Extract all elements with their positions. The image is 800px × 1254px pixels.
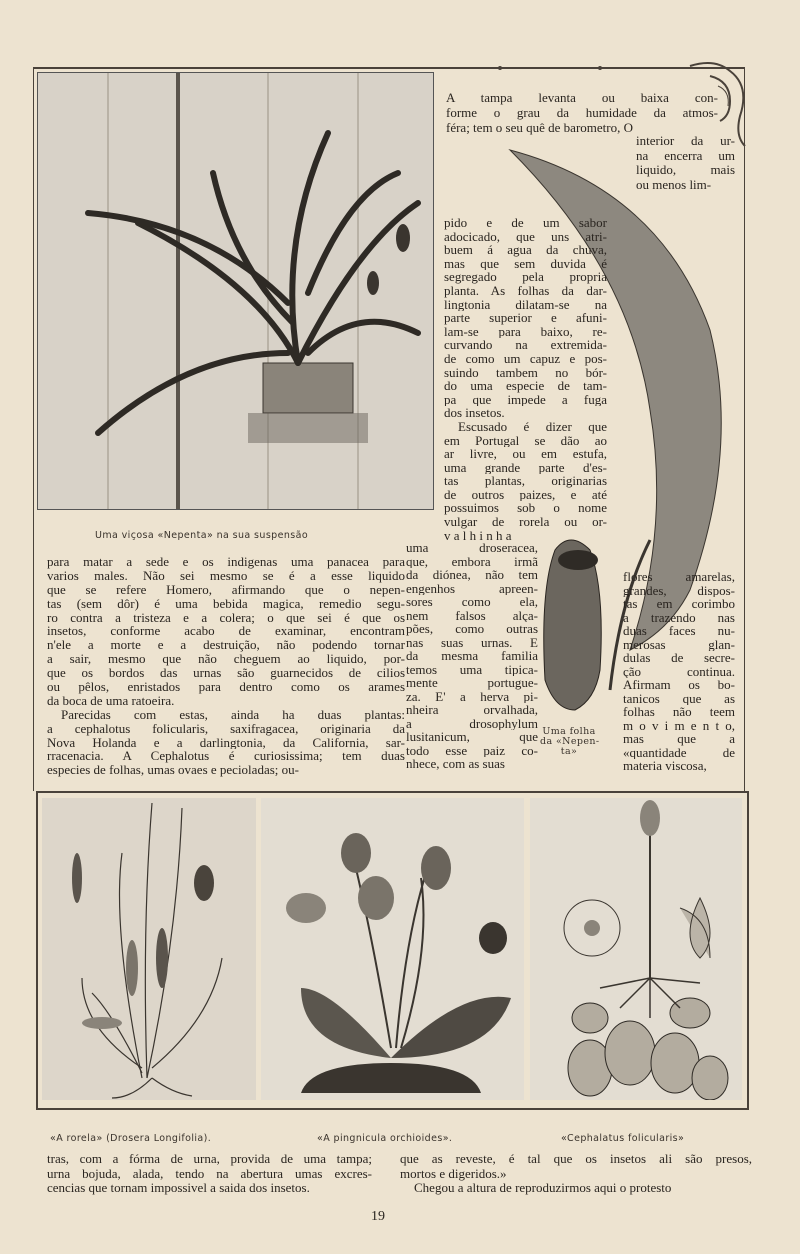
text-line: a trazendo nas bbox=[623, 610, 735, 624]
text-line: mortos e digeridos.» bbox=[400, 1166, 507, 1181]
cephalotus-figure bbox=[530, 798, 742, 1100]
text-line: tas plantas, originarias bbox=[444, 474, 607, 488]
cephalotus-caption: «Cephalatus folicularis» bbox=[561, 1133, 685, 1144]
text-line: suindo tambem no bór- bbox=[444, 365, 607, 380]
text-line: mente portugue- bbox=[406, 676, 538, 690]
text-line: tas (sem dôr) é uma bebida magica, remedio segu- bbox=[47, 596, 405, 611]
text-line: a sair, mesmo que não cheguem ao liquido, por- bbox=[47, 652, 405, 667]
text-line: pido e de um sabor bbox=[444, 216, 607, 230]
text-line: v a l h i n h a bbox=[444, 528, 512, 543]
text-line: tas em corimbo bbox=[623, 597, 735, 611]
text-line: ro contra a tristeza e a colera; o que sei é que os bbox=[47, 610, 405, 625]
text-line: adocicado, que uns atri- bbox=[444, 229, 607, 244]
text-line: ou pêlos, enristados para dentro como os arames bbox=[47, 680, 405, 694]
text-line: nheira orvalhada, bbox=[406, 703, 538, 717]
leaf-caption-line: Uma folha bbox=[542, 726, 596, 737]
text-line: da boca de uma ratoeira. bbox=[47, 693, 175, 708]
text-line: cencias que tornam impossivel a saida dos insetos. bbox=[47, 1181, 310, 1195]
text-line: insetos, conforme acabo de examinar, encontram bbox=[47, 624, 405, 639]
text-line: que, embora irmã bbox=[406, 554, 538, 568]
text-line: lusitanicum, que bbox=[406, 730, 538, 744]
text-line: dos insetos. bbox=[444, 406, 505, 420]
text-line: parte superior e afuni- bbox=[444, 311, 607, 325]
text-line: todo esse paiz co- bbox=[406, 743, 538, 757]
text-line: pa que impede a fuga bbox=[444, 392, 607, 407]
leaf-caption-line: ta» bbox=[560, 746, 578, 757]
text-line: que as reveste, é tal que os insetos ali são presos, bbox=[400, 1152, 752, 1166]
nepenta-plant-illustration bbox=[38, 73, 433, 509]
text-line: Nova Holanda e a darlingtonia, da California, sar- bbox=[47, 735, 405, 750]
text-line: planta. As folhas da dar- bbox=[444, 283, 607, 298]
text-line: a cephalotus folicularis, saxifragacea, originaria da bbox=[47, 721, 405, 736]
text-line: vulgar de rorela ou or- bbox=[444, 515, 607, 529]
text-line: da diónea, não tem bbox=[406, 568, 538, 582]
text-line: a drosophylum bbox=[406, 716, 538, 730]
text-line: za. E' a herva pi- bbox=[406, 689, 538, 703]
text-line: do uma especie de tam- bbox=[444, 379, 607, 393]
text-line: engenhos apreen- bbox=[406, 581, 538, 595]
text-line: Afirmam os bo- bbox=[623, 678, 735, 692]
text-line: Parecidas com estas, ainda ha duas plantas: bbox=[61, 707, 405, 722]
text-line: de outros paizes, e até bbox=[444, 487, 607, 502]
page-number: 19 bbox=[371, 1209, 385, 1224]
column-right-bottom bbox=[623, 570, 735, 773]
text-line: especies de folhas, umas ovaes e pecioladas; ou- bbox=[47, 763, 299, 778]
text-line: folhas não teem bbox=[623, 705, 735, 719]
text-line: nem falsos alça- bbox=[406, 608, 538, 622]
pinguicula-illustration bbox=[261, 798, 524, 1100]
text-line: segregado pela propria bbox=[444, 270, 607, 284]
text-line: dulas de secre- bbox=[623, 651, 735, 665]
text-line: mas que a bbox=[623, 732, 735, 746]
drosera-figure bbox=[42, 798, 256, 1100]
text-line: tanicos que as bbox=[623, 691, 735, 705]
column-right-top-wide bbox=[446, 90, 718, 135]
text-line: m o v i m e n t o, bbox=[623, 718, 735, 732]
text-line: Escusado é dizer que bbox=[458, 419, 607, 434]
text-line: da mesma familia bbox=[406, 649, 538, 663]
text-line: forme o grau da humidade da atmos- bbox=[446, 105, 718, 120]
column-middle bbox=[406, 541, 538, 771]
text-line: temos uma tipica- bbox=[406, 662, 538, 676]
text-line: tras, com a fórma de urna, provida de uma tampa; bbox=[47, 1152, 372, 1166]
text-line: urna bojuda, alada, tendo na abertura umas excres- bbox=[47, 1166, 372, 1181]
text-line: uma droseracea, bbox=[406, 541, 538, 555]
text-line: nas suas urnas. E bbox=[406, 635, 538, 649]
text-line: na encerra um bbox=[636, 148, 735, 163]
text-line: varios males. Não sei mesmo se é a esse liquido bbox=[47, 568, 405, 583]
text-line: n'ele a morte e a destruição, não podendo tornar bbox=[47, 638, 405, 653]
text-line: interior da ur- bbox=[636, 134, 735, 148]
leaf-caption bbox=[540, 727, 598, 757]
text-line: liquido, mais bbox=[636, 163, 735, 177]
drosera-caption: «A rorela» (Drosera Longifolia). bbox=[50, 1133, 212, 1144]
text-line: de como um capuz e pos- bbox=[444, 351, 607, 366]
column-bottom-left bbox=[47, 1152, 372, 1196]
text-line: ção continua. bbox=[623, 664, 735, 678]
text-line: possuimos sob o nome bbox=[444, 501, 607, 516]
text-line: que os bordos das urnas são guarnecidos de cilios bbox=[47, 666, 405, 681]
text-line: em Portugal se dão ao bbox=[444, 433, 607, 448]
text-line: que se refere Homero, afirmando que o nepen- bbox=[47, 582, 405, 597]
pinguicula-figure bbox=[261, 798, 524, 1100]
text-line: lingtonia dilatam-se na bbox=[444, 297, 607, 312]
pinguicula-caption: «A pingnicula orchioides». bbox=[317, 1133, 453, 1144]
column-left bbox=[47, 555, 405, 777]
text-line: buem á agua da chuva, bbox=[444, 243, 607, 257]
text-line: ou menos lim- bbox=[636, 177, 712, 192]
text-line: féra; tem o seu quê de barometro, O bbox=[446, 120, 633, 135]
text-line: para matar a sede e os indigenas uma panacea para bbox=[47, 555, 405, 569]
text-line: nhece, com as suas bbox=[406, 757, 505, 771]
nepenta-photo-caption: Uma viçosa «Nepenta» na sua suspensão bbox=[95, 530, 309, 541]
text-line: pões, como outras bbox=[406, 622, 538, 636]
text-line: flores amarelas, bbox=[623, 570, 735, 584]
text-line: lam-se para baixo, re- bbox=[444, 324, 607, 339]
text-line: grandes, dispos- bbox=[623, 583, 735, 597]
text-line: Chegou a altura de reproduzirmos aqui o protesto bbox=[414, 1181, 672, 1195]
text-line: «quantidade de bbox=[623, 745, 735, 759]
column-right-top-narrow bbox=[636, 134, 735, 192]
column-bottom-right bbox=[400, 1152, 752, 1196]
text-line: materia viscosa, bbox=[623, 759, 707, 773]
text-line: mas que sem duvida é bbox=[444, 256, 607, 271]
text-line: merosas glan- bbox=[623, 637, 735, 651]
nepenta-photo bbox=[37, 72, 434, 510]
text-line: A tampa levanta ou baixa con- bbox=[446, 90, 718, 105]
text-line: duas faces nu- bbox=[623, 624, 735, 638]
text-line: ar livre, ou em estufa, bbox=[444, 447, 607, 461]
leaf-caption-line: da «Nepen- bbox=[540, 736, 600, 747]
text-line: sores como ela, bbox=[406, 595, 538, 609]
drosera-illustration bbox=[42, 798, 256, 1100]
text-line: rracenacia. A Cephalotus é curiosissima; tem duas bbox=[47, 749, 405, 764]
column-right-mid bbox=[444, 216, 607, 542]
text-line: curvando na extremida- bbox=[444, 338, 607, 352]
cephalotus-illustration bbox=[530, 798, 742, 1100]
text-line: uma grande parte d'es- bbox=[444, 460, 607, 475]
